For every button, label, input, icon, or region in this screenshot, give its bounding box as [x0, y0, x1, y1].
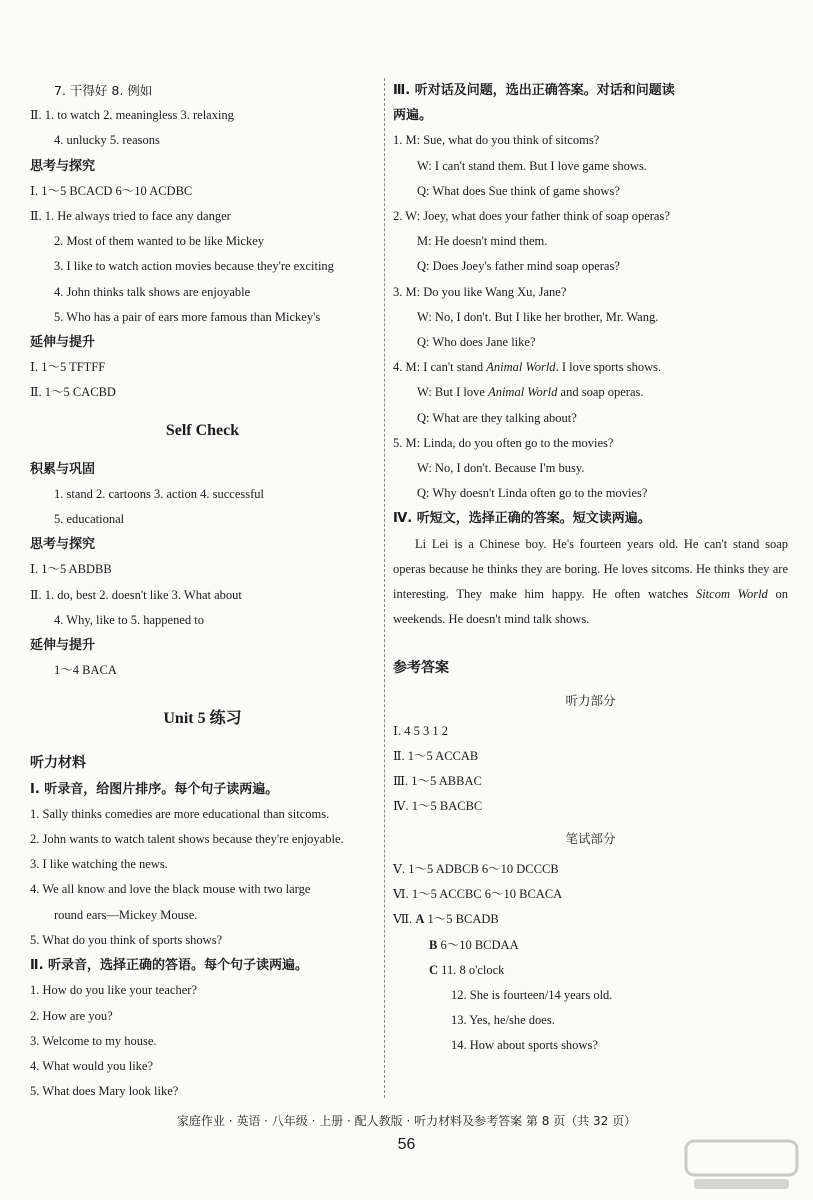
answer-line: Ⅵ. 1～5 ACCBC 6～10 BCACA	[393, 887, 563, 902]
answers-heading: 参考答案	[393, 660, 449, 677]
answer-text: 11. 8 o'clock	[438, 962, 505, 977]
answer-line	[393, 933, 788, 958]
script-line: 5. What do you think of sports shows?	[30, 932, 223, 947]
page-number: 56	[397, 1136, 416, 1153]
part-letter: B	[429, 937, 438, 952]
script-line: 5. What does Mary look like?	[30, 1084, 179, 1099]
answer-line: 1. stand 2. cartoons 3. action 4. successful	[54, 486, 265, 501]
dialog-line: W: No, I don't. But I like her brother, Mr. Wang.	[417, 309, 659, 324]
answer-line: Ⅱ. 1. to watch 2. meaningless 3. relaxing	[30, 108, 234, 123]
script-line: 4. What would you like?	[30, 1058, 154, 1073]
answer-label: Ⅶ.	[393, 912, 416, 927]
dialog-line: W: I can't stand them. But I love game shows.	[417, 158, 647, 173]
page-footer: 家庭作业 · 英语 · 八年级 · 上册 · 配人教版 · 听力材料及参考答案 第 8 页（共 32 页）	[176, 1114, 637, 1128]
section-heading: 听力材料	[30, 755, 86, 772]
section-heading: 积累与巩固	[30, 461, 96, 477]
answer-line: 5. Who has a pair of ears more famous than Mickey's	[54, 309, 321, 324]
dialog-line: Q: What does Sue think of game shows?	[417, 183, 620, 198]
section-heading: Ⅳ. 听短文，选择正确的答案。短文读两遍。	[393, 511, 651, 527]
dialog-line: Q: Who does Jane like?	[417, 335, 536, 350]
left-column	[30, 78, 375, 1104]
answer-text: 1～5 BCADB	[424, 912, 499, 927]
dialog-line: M: He doesn't mind them.	[417, 234, 548, 249]
dialog-line: 5. M: Linda, do you often go to the movies?	[393, 435, 614, 450]
show-title: Sitcom World	[695, 587, 768, 602]
answer-line: Ⅰ. 1～5 TFTFF	[30, 360, 106, 375]
passage-text: on weekends. He doesn't mind talk shows.	[393, 587, 789, 627]
dialog-text: 4. M: I can't stand	[393, 360, 487, 375]
dialog-line	[393, 380, 788, 405]
right-column	[393, 78, 788, 1059]
answer-text: 6～10 BCDAA	[437, 937, 519, 952]
answer-line: 4. John thinks talk shows are enjoyable	[54, 284, 251, 299]
show-title: Animal World	[488, 385, 558, 400]
section-heading: Ⅱ. 听录音，选择正确的答语。每个句子读两遍。	[30, 958, 309, 974]
unit-title-cn: 练习	[209, 708, 242, 728]
answer-line: 5. educational	[54, 512, 125, 527]
script-line: round ears—Mickey Mouse.	[54, 907, 198, 922]
passage	[393, 532, 788, 633]
section-heading: 思考与探究	[30, 537, 96, 553]
unit-title	[30, 705, 375, 731]
answer-line: 7. 干得好 8. 例如	[54, 83, 153, 98]
answer-line: Ⅰ. 1～5 BCACD 6～10 ACDBC	[30, 183, 193, 198]
dialog-text: W: But I love	[417, 385, 489, 400]
answer-line: 14. How about sports shows?	[451, 1038, 598, 1053]
dialog-text: . I love sports shows.	[555, 360, 662, 375]
answer-line: 13. Yes, he/she does.	[451, 1013, 555, 1028]
section-heading: 两遍。	[393, 108, 433, 124]
dialog-line: Q: What are they talking about?	[417, 410, 577, 425]
part-letter: C	[429, 962, 439, 977]
answer-line: 12. She is fourteen/14 years old.	[451, 987, 613, 1002]
dialog-line: 2. W: Joey, what does your father think of soap operas?	[393, 209, 670, 224]
self-check-title: Self Check	[165, 421, 240, 439]
script-line: 3. Welcome to my house.	[30, 1033, 157, 1048]
passage-text: Li Lei is a Chinese boy. He's fourteen years old. He can't stand soap operas because he thinks they are boring. He loves sitcoms. He thinks they are interesting. They make him happy. He often watches	[393, 536, 788, 602]
answer-line: 3. I like to watch action movies because they're exciting	[54, 259, 334, 274]
answer-line: 2. Most of them wanted to be like Mickey	[54, 234, 265, 249]
section-heading: 延伸与提升	[30, 335, 96, 351]
answer-line: Ⅱ. 1～5 CACBD	[30, 385, 116, 400]
answer-line: Ⅱ. 1. do, best 2. doesn't like 3. What about	[30, 587, 242, 602]
section-heading: Ⅰ. 听录音，给图片排序。每个句子读两遍。	[30, 781, 279, 797]
dialog-line	[393, 355, 788, 380]
answer-line	[393, 958, 788, 983]
script-line: 3. I like watching the news.	[30, 857, 168, 872]
answer-line: Ⅰ. 4 5 3 1 2	[393, 723, 448, 738]
script-line: 1. How do you like your teacher?	[30, 983, 197, 998]
dialog-line: W: No, I don't. Because I'm busy.	[417, 461, 585, 476]
dialog-text: and soap operas.	[557, 385, 644, 400]
watermark-logo	[684, 1137, 799, 1192]
answer-line: 1～4 BACA	[54, 663, 117, 678]
script-line: 4. We all know and love the black mouse with two large	[30, 882, 311, 897]
dialog-line: 1. M: Sue, what do you think of sitcoms?	[393, 133, 600, 148]
script-line: 2. John wants to watch talent shows because they're enjoyable.	[30, 832, 344, 847]
dialog-line: 3. M: Do you like Wang Xu, Jane?	[393, 284, 567, 299]
answer-line: 4. unlucky 5. reasons	[54, 133, 160, 148]
answer-line: Ⅱ. 1～5 ACCAB	[393, 749, 479, 764]
script-line: 2. How are you?	[30, 1008, 113, 1023]
dialog-line: Q: Why doesn't Linda often go to the movies?	[417, 486, 648, 501]
unit-title-en: Unit 5	[163, 710, 210, 728]
column-divider	[384, 78, 385, 1098]
section-heading: 延伸与提升	[30, 638, 96, 654]
part-letter: A	[415, 912, 425, 927]
section-heading: Ⅲ. 听对话及问题，选出正确答案。对话和问题读	[393, 83, 675, 98]
answer-line: Ⅳ. 1～5 BACBC	[393, 799, 483, 814]
answer-line: Ⅰ. 1～5 ABDBB	[30, 562, 112, 577]
answer-line: Ⅲ. 1～5 ABBAC	[393, 774, 482, 789]
dialog-line: Q: Does Joey's father mind soap operas?	[417, 259, 620, 274]
section-heading: 思考与探究	[30, 158, 96, 174]
answer-line: Ⅴ. 1～5 ADBCB 6～10 DCCCB	[393, 861, 559, 876]
answer-line	[393, 907, 788, 932]
answer-line: Ⅱ. 1. He always tried to face any danger	[30, 209, 231, 224]
listening-part-heading: 听力部分	[565, 692, 616, 708]
script-line: 1. Sally thinks comedies are more educational than sitcoms.	[30, 806, 330, 821]
show-title: Animal World	[486, 360, 556, 375]
written-part-heading: 笔试部分	[565, 830, 616, 846]
answer-line: 4. Why, like to 5. happened to	[54, 612, 204, 627]
